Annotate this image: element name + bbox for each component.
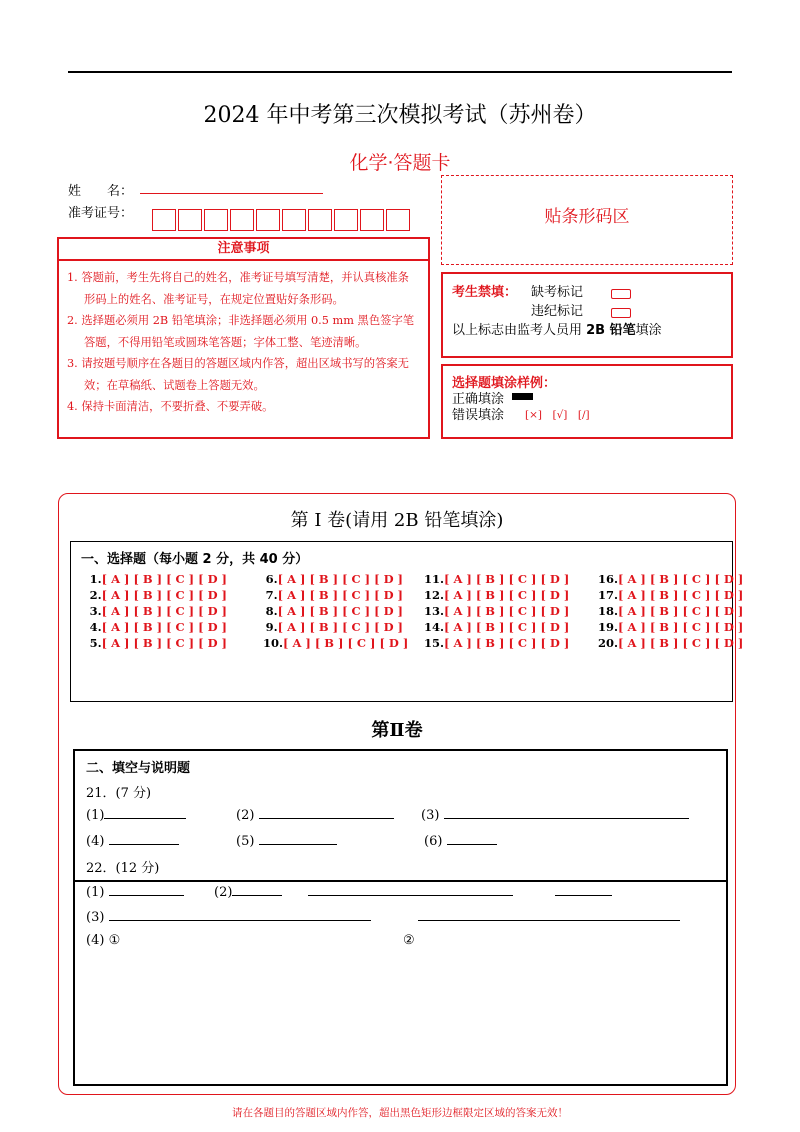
- examiner-only-box: [441, 272, 733, 358]
- mc-question[interactable]: [424, 636, 570, 650]
- mc-question[interactable]: [263, 588, 403, 602]
- id-digit-box[interactable]: [308, 209, 332, 231]
- mc-options[interactable]: [ A ] [ B ] [ C ] [ D ]: [283, 636, 409, 650]
- mc-options[interactable]: [ A ] [ B ] [ C ] [ D ]: [618, 604, 744, 618]
- mc-question[interactable]: [87, 620, 227, 634]
- answer-line[interactable]: [104, 806, 186, 819]
- q21-1: (1): [86, 806, 186, 823]
- question-divider: [73, 880, 728, 882]
- absent-mark[interactable]: [611, 289, 631, 299]
- mc-question[interactable]: [424, 572, 570, 586]
- fill-sample-box: [441, 364, 733, 439]
- id-digit-box[interactable]: [230, 209, 254, 231]
- mc-question[interactable]: [424, 588, 570, 602]
- mc-options[interactable]: [ A ] [ B ] [ C ] [ D ]: [277, 588, 403, 602]
- id-digit-box[interactable]: [334, 209, 358, 231]
- mc-question[interactable]: [263, 620, 403, 634]
- answer-line[interactable]: [109, 908, 371, 921]
- notice-item: 3. 请按题号顺序在各题目的答题区域内作答，超出区域书写的答案无效；在草稿纸、试题卷上答题无效。: [67, 357, 409, 392]
- notice-item: 1. 答题前，考生先将自己的姓名，准考证号填写清楚，并认真核准条形码上的姓名、准考证号，在规定位置贴好条形码。: [67, 271, 409, 306]
- mc-question-number: 4.: [89, 620, 102, 634]
- wrong-label: 错误填涂: [452, 408, 505, 423]
- mc-options[interactable]: [ A ] [ B ] [ C ] [ D ]: [277, 604, 403, 618]
- id-digit-box[interactable]: [152, 209, 176, 231]
- q22-3: (3): [86, 908, 371, 925]
- forbid-note: 以上标志由监考人员用 2B 铅笔填涂: [452, 323, 662, 338]
- id-digit-box[interactable]: [360, 209, 384, 231]
- mc-question-number: 13.: [424, 604, 445, 618]
- mc-question[interactable]: [598, 636, 744, 650]
- mc-question-number: 17.: [598, 588, 619, 602]
- correct-fill-sample: [512, 393, 533, 400]
- page-subtitle: 化学·答题卡: [349, 152, 451, 174]
- mc-question-number: 3.: [89, 604, 102, 618]
- violation-label: 违纪标记: [531, 304, 584, 319]
- q21-3: (3): [421, 806, 689, 823]
- mc-question-number: 1.: [89, 572, 102, 586]
- answer-line[interactable]: [109, 883, 184, 896]
- notice-item: 4. 保持卡面清洁，不要折叠、不要弄破。: [67, 400, 274, 413]
- mc-options[interactable]: [ A ] [ B ] [ C ] [ D ]: [101, 620, 227, 634]
- answer-line[interactable]: [109, 832, 179, 845]
- wrong-samples: [×] [√] [/]: [525, 409, 590, 421]
- correct-label: 正确填涂: [452, 392, 505, 407]
- mc-options[interactable]: [ A ] [ B ] [ C ] [ D ]: [444, 636, 570, 650]
- mc-section-title: 一、选择题（每小题 2 分，共 40 分）: [81, 552, 309, 567]
- barcode-label: 贴条形码区: [544, 207, 630, 227]
- answer-line[interactable]: [259, 806, 394, 819]
- mc-question[interactable]: [87, 636, 227, 650]
- notice-item: 2. 选择题必须用 2B 铅笔填涂；非选择题必须用 0.5 mm 黑色签字笔答题，不得用铅笔或圆珠笔答题；字体工整、笔迹清晰。: [67, 314, 415, 349]
- q21-2: (2): [236, 806, 394, 823]
- mc-question-number: 11.: [424, 572, 445, 586]
- mc-options[interactable]: [ A ] [ B ] [ C ] [ D ]: [444, 572, 570, 586]
- mc-question-number: 19.: [598, 620, 619, 634]
- mc-question[interactable]: [263, 636, 409, 650]
- top-rule: [68, 71, 732, 73]
- mc-question[interactable]: [598, 620, 744, 634]
- mc-options[interactable]: [ A ] [ B ] [ C ] [ D ]: [618, 588, 744, 602]
- mc-question[interactable]: [598, 604, 744, 618]
- mc-question-number: 9.: [265, 620, 278, 634]
- id-number-boxes[interactable]: [152, 209, 412, 231]
- mc-question[interactable]: [598, 588, 744, 602]
- q22-label: 22．(12 分): [86, 861, 160, 876]
- page-title: 2024 年中考第三次模拟考试（苏州卷）: [203, 103, 597, 128]
- mc-question[interactable]: [263, 572, 403, 586]
- barcode-area: [441, 175, 733, 265]
- mc-options[interactable]: [ A ] [ B ] [ C ] [ D ]: [101, 636, 227, 650]
- mc-options[interactable]: [ A ] [ B ] [ C ] [ D ]: [101, 588, 227, 602]
- mc-question-number: 15.: [424, 636, 445, 650]
- q21-6: (6): [424, 832, 497, 849]
- part1-title: 第 I 卷(请用 2B 铅笔填涂): [290, 510, 504, 531]
- mc-options[interactable]: [ A ] [ B ] [ C ] [ D ]: [618, 572, 744, 586]
- q22-2: (2): [214, 883, 282, 900]
- mc-question-number: 20.: [598, 636, 619, 650]
- name-field[interactable]: [140, 193, 323, 194]
- id-digit-box[interactable]: [386, 209, 410, 231]
- mc-question-number: 6.: [265, 572, 278, 586]
- mc-options[interactable]: [ A ] [ B ] [ C ] [ D ]: [277, 620, 403, 634]
- mc-question[interactable]: [87, 572, 227, 586]
- mc-options[interactable]: [ A ] [ B ] [ C ] [ D ]: [101, 572, 227, 586]
- answer-line[interactable]: [447, 832, 497, 845]
- mc-question-number: 7.: [265, 588, 278, 602]
- sample-label: 选择题填涂样例：: [452, 376, 557, 391]
- mc-options[interactable]: [ A ] [ B ] [ C ] [ D ]: [101, 604, 227, 618]
- q21-label: 21．(7 分): [86, 786, 152, 801]
- q22-4: (4) ①: [86, 933, 121, 948]
- violation-mark[interactable]: [611, 308, 631, 318]
- mc-options[interactable]: [ A ] [ B ] [ C ] [ D ]: [444, 604, 570, 618]
- answer-line[interactable]: [444, 806, 689, 819]
- mc-options[interactable]: [ A ] [ B ] [ C ] [ D ]: [618, 636, 744, 650]
- absent-label: 缺考标记: [531, 285, 584, 300]
- mc-question-number: 10.: [263, 636, 284, 650]
- notice-heading: 注意事项: [57, 237, 430, 261]
- mc-options[interactable]: [ A ] [ B ] [ C ] [ D ]: [277, 572, 403, 586]
- answer-line[interactable]: [308, 895, 513, 896]
- mc-options[interactable]: [ A ] [ B ] [ C ] [ D ]: [444, 588, 570, 602]
- mc-options[interactable]: [ A ] [ B ] [ C ] [ D ]: [618, 620, 744, 634]
- mc-question-number: 5.: [89, 636, 102, 650]
- footer-warning: 请在各题目的答题区域内作答，超出黑色矩形边框限定区域的答案无效！: [232, 1107, 568, 1119]
- notice-box: [57, 261, 430, 439]
- answer-line[interactable]: [418, 920, 680, 921]
- q21-4: (4): [86, 832, 179, 849]
- answer-line[interactable]: [259, 832, 337, 845]
- id-digit-box[interactable]: [178, 209, 202, 231]
- mc-question-number: 14.: [424, 620, 445, 634]
- mc-question-number: 16.: [598, 572, 619, 586]
- mc-question-number: 18.: [598, 604, 619, 618]
- forbid-label: 考生禁填：: [452, 285, 518, 300]
- name-label: 姓 名：: [68, 184, 134, 199]
- mc-question[interactable]: [87, 588, 227, 602]
- mc-question[interactable]: [424, 604, 570, 618]
- mc-question-number: 12.: [424, 588, 445, 602]
- answer-line[interactable]: [555, 895, 612, 896]
- q22-1: (1): [86, 883, 184, 900]
- answer-line[interactable]: [232, 883, 282, 896]
- id-digit-box[interactable]: [282, 209, 306, 231]
- mc-question[interactable]: [598, 572, 744, 586]
- mc-question-number: 2.: [89, 588, 102, 602]
- mc-question[interactable]: [263, 604, 403, 618]
- q21-5: (5): [236, 832, 337, 849]
- id-digit-box[interactable]: [256, 209, 280, 231]
- mc-question[interactable]: [87, 604, 227, 618]
- mc-question-number: 8.: [265, 604, 278, 618]
- q22-4-circle2: ②: [403, 933, 415, 948]
- mc-options[interactable]: [ A ] [ B ] [ C ] [ D ]: [444, 620, 570, 634]
- id-digit-box[interactable]: [204, 209, 228, 231]
- id-label: 准考证号：: [68, 206, 134, 221]
- mc-question[interactable]: [424, 620, 570, 634]
- fill-section-title: 二、填空与说明题: [86, 761, 191, 776]
- part2-title: 第Ⅱ卷: [371, 720, 423, 741]
